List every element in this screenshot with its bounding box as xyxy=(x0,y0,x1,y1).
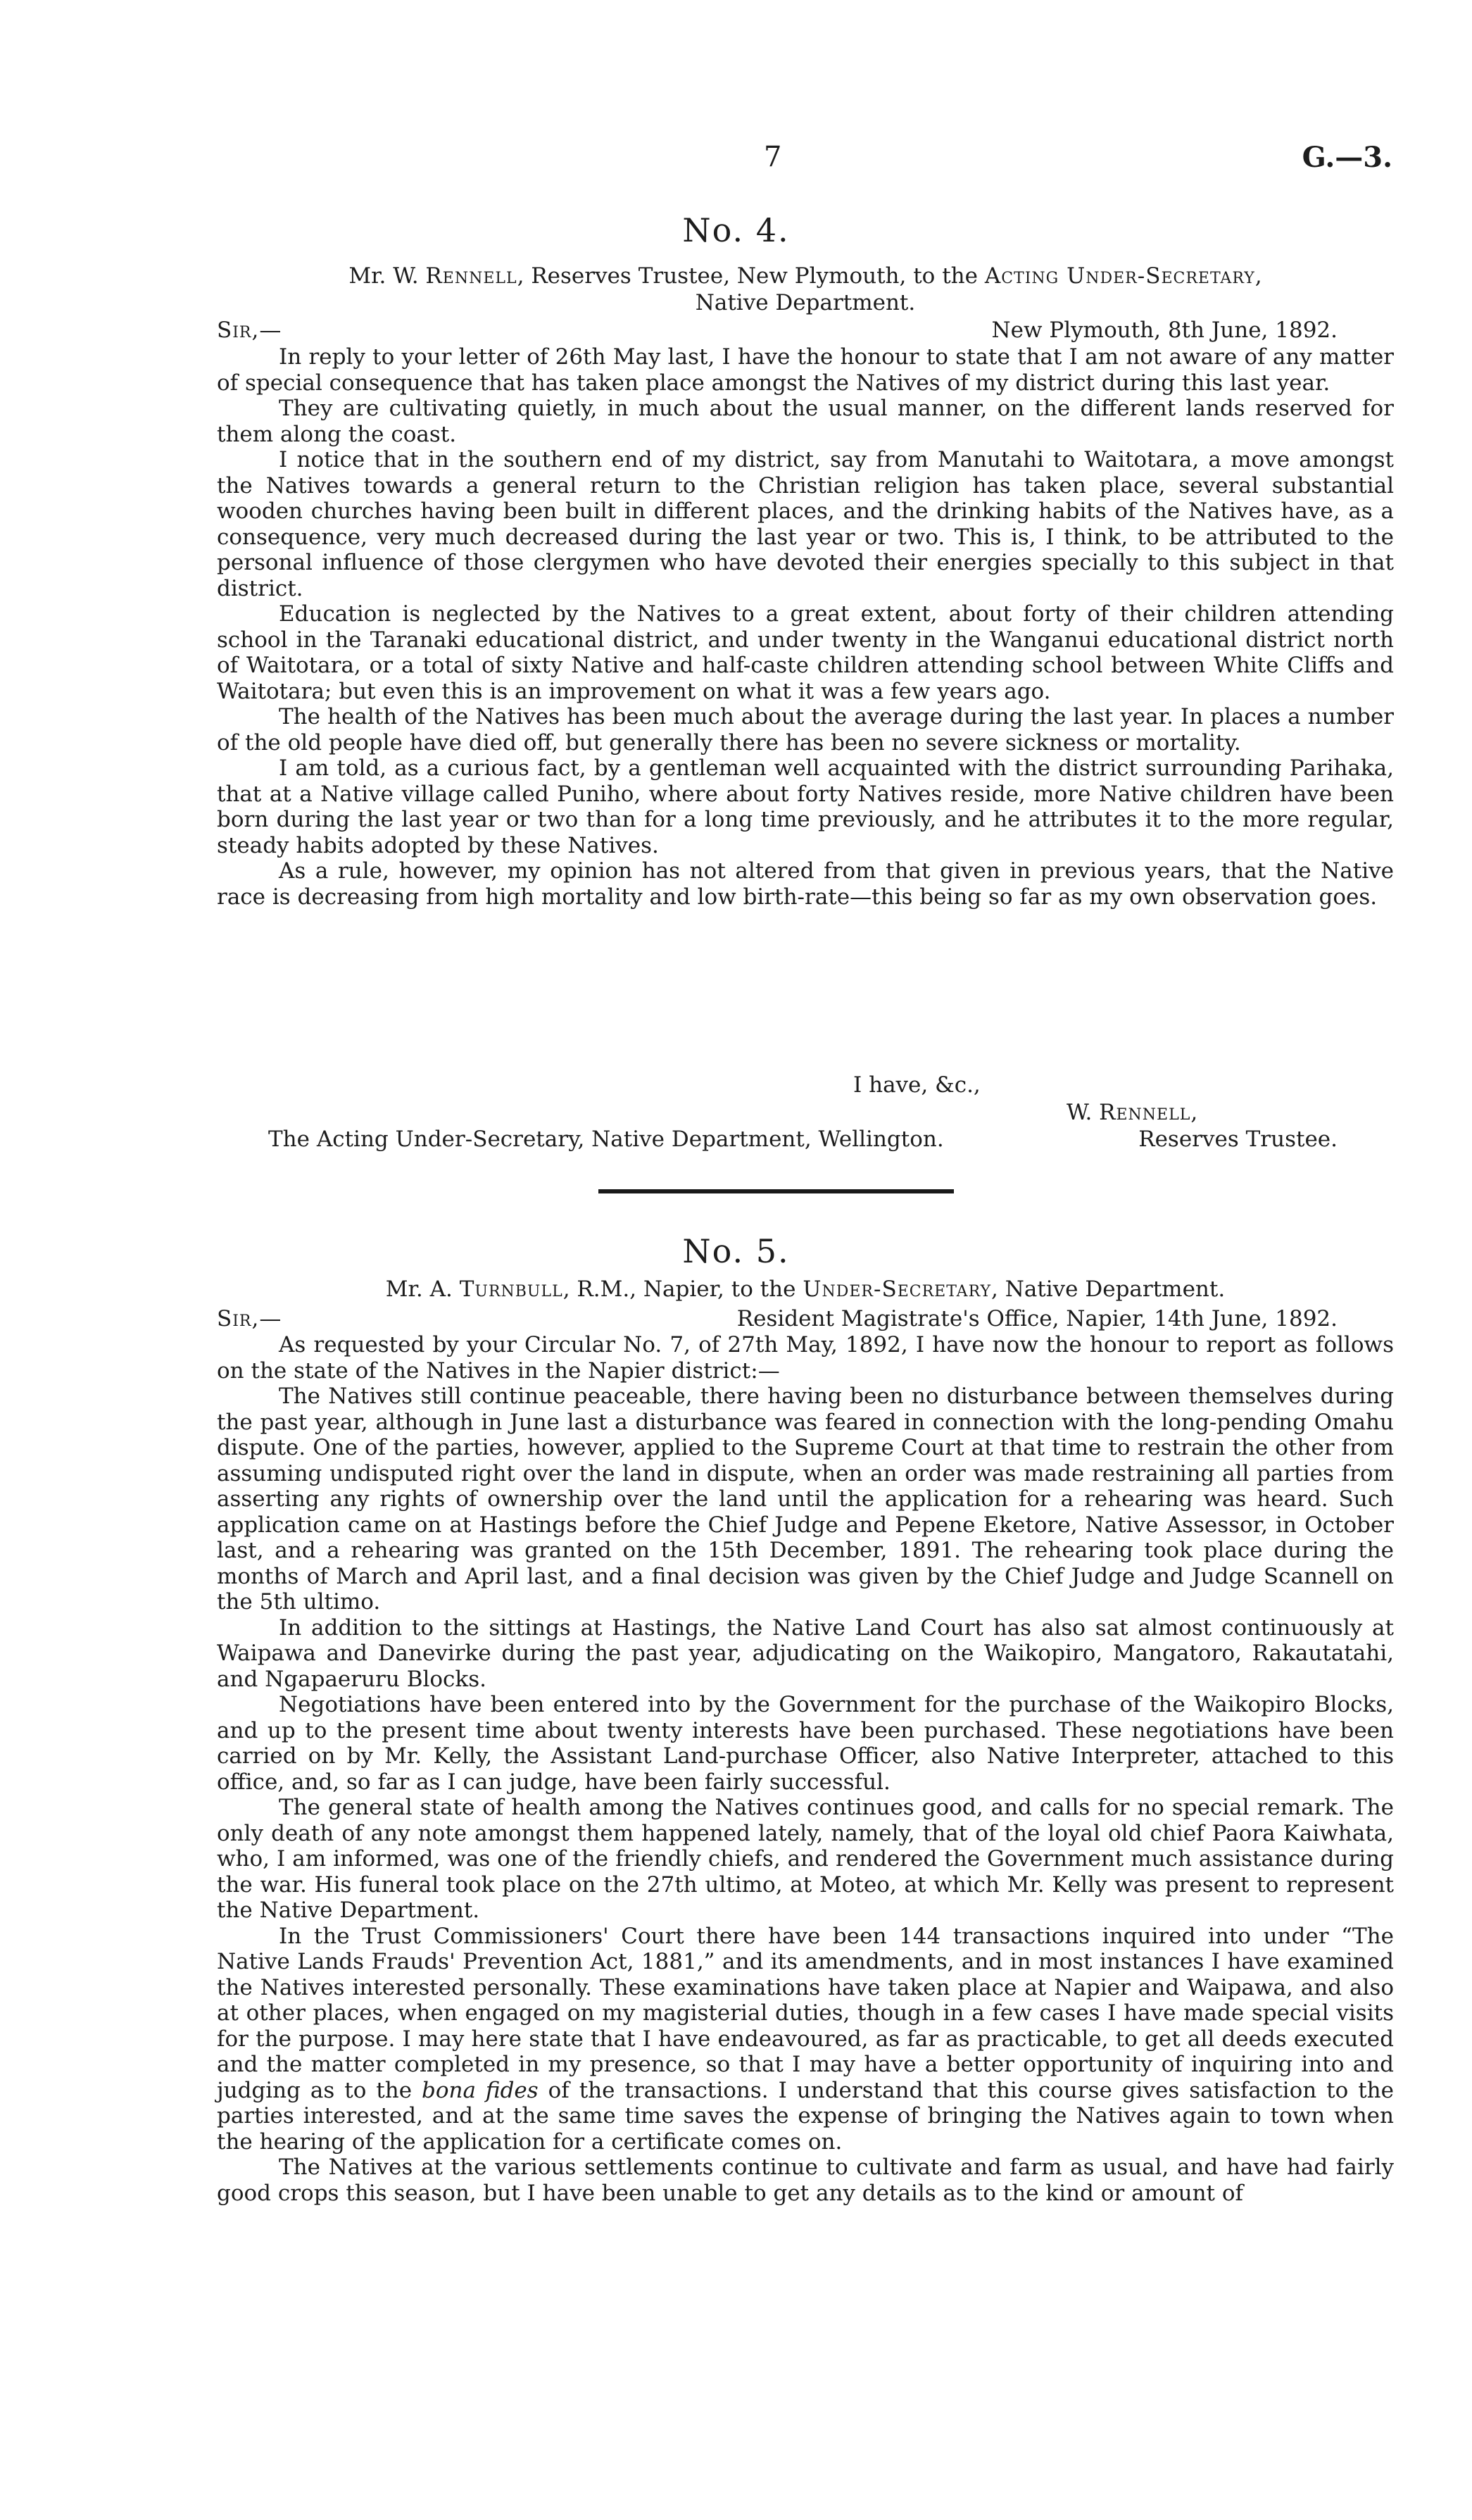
series-code: G.—3. xyxy=(1302,141,1392,174)
letter4-paragraph: I notice that in the southern end of my district, say from Manutahi to Waitotara, a move amongst the Natives towards a general return to the Christian religion has taken place, several substantial wooden churches having been built in different places, and the drinking habits of the Natives have, as a consequence, very much decreased during the last year or two. This is, I think, to be attributed to the personal influence of those clergymen who have devoted their energies specially to this subject in that district. xyxy=(217,447,1394,601)
letter4-dateline: New Plymouth, 8th June, 1892. xyxy=(991,318,1338,343)
letter5-paragraph: In the Trust Commissioners' Court there have been 144 transactions inquired into under “The Native Lands Frauds' Prevention Act, 1881,” and its amendments, and in most instances I have examined the Natives interested personally. These examinations have taken place at Napier and Waipawa, and also at other places, when engaged on my magisterial duties, though in a few cases I have made special visits for the purpose. I may here state that I have endeavoured, as far as practicable, to get all deeds executed and the matter completed in my presence, so that I may have a better opportunity of inquiring into and judging as to the bona fides of the transactions. I understand that this course gives satisfaction to the parties interested, and at the same time saves the expense of bringing the Natives again to town when the hearing of the application for a certificate comes on. xyxy=(217,1923,1394,2155)
letter5-body xyxy=(217,1332,1394,2206)
letter4-paragraph: Education is neglected by the Natives to a great extent, about forty of their children attending school in the Taranaki educational district, and under twenty in the Wanganui educational district north of Waitotara, or a total of sixty Native and half-caste children attending school between White Cliffs and Waitotara; but even this is an improvement on what it was a few years ago. xyxy=(217,601,1394,704)
letter5-paragraph: The Natives still continue peaceable, there having been no disturbance between themselves during the past year, although in June last a disturbance was feared in connection with the long-pending Omahu dispute. One of the parties, however, applied to the Supreme Court at that time to restrain the other from assuming undisputed right over the land in dispute, when an order was made restraining all parties from asserting any rights of ownership over the land until the application for a rehearing was heard. Such application came on at Hastings before the Chief Judge and Pepene Eketore, Native Assessor, in October last, and a rehearing was granted on the 15th December, 1891. The rehearing took place during the months of March and April last, and a final decision was given by the Chief Judge and Judge Scannell on the 5th ultimo. xyxy=(217,1384,1394,1615)
italic-phrase: bona fides xyxy=(422,2077,539,2103)
letter4-addressee: The Acting Under-Secretary, Native Department, Wellington. xyxy=(268,1127,944,1152)
letter4-salutation: Sir,— xyxy=(217,318,282,343)
letter5-paragraph: In addition to the sittings at Hastings, the Native Land Court has also sat almost continuously at Waipawa and Danevirke during the past year, adjudicating on the Waikopiro, Mangatoro, Rakautatahi, and Ngapaeruru Blocks. xyxy=(217,1615,1394,1692)
letter4-paragraph: They are cultivating quietly, in much about the usual manner, on the different lands reserved for them along the coast. xyxy=(217,396,1394,447)
letter5-paragraph: As requested by your Circular No. 7, of 27th May, 1892, I have now the honour to report as follows on the state of the Natives in the Napier district:— xyxy=(217,1332,1394,1384)
letter5-paragraph: The Natives at the various settlements continue to cultivate and farm as usual, and have had fairly good crops this season, but I have been unable to get any details as to the kind or amount of xyxy=(217,2155,1394,2206)
letter4-paragraph: In reply to your letter of 26th May last, I have the honour to state that I am not aware of any matter of special consequence that has taken place amongst the Natives of my district during this last year. xyxy=(217,344,1394,396)
letter4-paragraph: As a rule, however, my opinion has not altered from that given in previous years, that the Native race is decreasing from high mortality and low birth-rate—this being so far as my own observation goes. xyxy=(217,858,1394,910)
letter5-heading: Mr. A. Turnbull, R.M., Napier, to the Under-Secretary, Native Department. xyxy=(385,1277,1226,1302)
letter5-paragraph: The general state of health among the Natives continues good, and calls for no special remark. The only death of any note amongst them happened lately, namely, that of the loyal old chief Paora Kaiwhata, who, I am informed, was one of the friendly chiefs, and rendered the Government much assistance during the war. His funeral took place on the 27th ultimo, at Moteo, at which Mr. Kelly was present to represent the Native Department. xyxy=(217,1795,1394,1923)
letter4-body xyxy=(217,344,1394,910)
letter4-closing: I have, &c., xyxy=(853,1072,981,1098)
letter5-number: No. 5. xyxy=(682,1232,790,1270)
page-number: 7 xyxy=(764,141,782,173)
letter5-sender-name: Turnbull xyxy=(459,1277,563,1302)
letter4-heading-line1: Mr. W. Rennell, Reserves Trustee, New Plymouth, to the Acting Under-Secretary, xyxy=(348,263,1262,289)
letter4-heading xyxy=(217,263,1394,316)
letter4-recipient: Acting Under-Secretary xyxy=(984,263,1255,289)
section-divider xyxy=(598,1189,954,1193)
letter4-paragraph: The health of the Natives has been much about the average during the last year. In places a number of the old people have died off, but generally there has been no severe sickness or mortality. xyxy=(217,704,1394,756)
letter4-heading-line2: Native Department. xyxy=(695,290,916,315)
letter5-recipient: Under-Secretary xyxy=(803,1277,991,1302)
letter4-sender-name: Rennell xyxy=(425,263,517,289)
letter4-signature: W. Rennell, xyxy=(1067,1100,1198,1125)
letter4-number: No. 4. xyxy=(682,211,790,249)
letter4-signatory-title: Reserves Trustee. xyxy=(1138,1127,1338,1152)
letter5-dateline: Resident Magistrate's Office, Napier, 14th June, 1892. xyxy=(736,1306,1338,1331)
letter4-paragraph: I am told, as a curious fact, by a gentleman well acquainted with the district surrounding Parihaka, that at a Native village called Puniho, where about forty Natives reside, more Native children have been born during the last year or two than for a long time previously, and he attributes it to the more regular, steady habits adopted by these Natives. xyxy=(217,756,1394,858)
letter5-paragraph: Negotiations have been entered into by the Government for the purchase of the Waikopiro Blocks, and up to the present time about twenty interests have been purchased. These negotiations have been carried on by Mr. Kelly, the Assistant Land-purchase Officer, also Native Interpreter, attached to this office, and, so far as I can judge, have been fairly successful. xyxy=(217,1692,1394,1795)
letter5-salutation: Sir,— xyxy=(217,1306,282,1331)
